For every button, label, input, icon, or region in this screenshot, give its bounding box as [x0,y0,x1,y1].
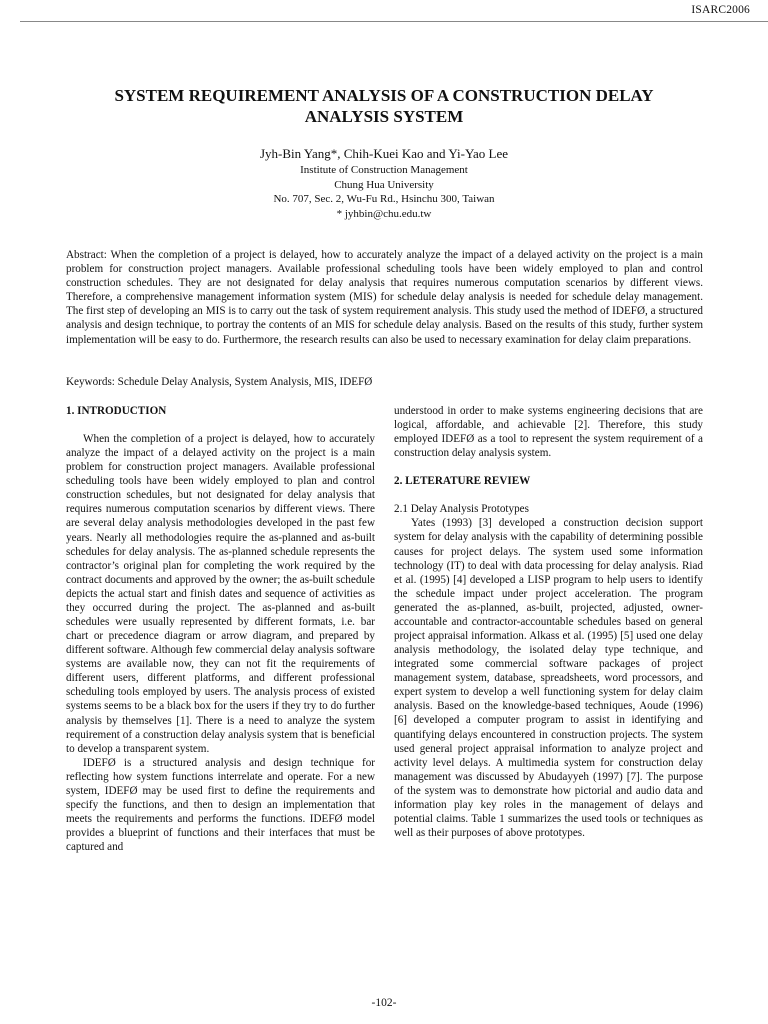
subsection-heading-delay-prototypes: 2.1 Delay Analysis Prototypes [394,503,529,516]
abstract: Abstract: When the completion of a project is delayed, how to accurately analyze the impact of a delayed activity on the project is a main problem for construction project managers. Available professional scheduling tools have been widely employed to plan and control construction schedules. They are not designated for delay analysis that requires numerous computation scenarios by different views. Therefore, a comprehensive management information system (MIS) for schedule delay analysis is needed for schedule delay management. The first step of developing an MIS is to carry out the task of system requirement analysis. This study used the method of IDEFØ, a structured analysis and design technique, to portray the contents of an MIS for schedule delay analysis. Based on the results of this study, further system implementation will be easy to do. Furthermore, the research results can also be used to necessary examination for delay claim preparations. [66,249,703,346]
affiliation-address: No. 707, Sec. 2, Wu-Fu Rd., Hsinchu 300, Taiwan [273,193,495,205]
conference-tag: ISARC2006 [691,4,750,16]
review-paragraph-1: Yates (1993) [3] developed a construction decision support system for delay analysis with the capability of determining possible causes for project delays. The system used some information technology (IT) to deal with data processing for delay analysis. Riad et al. (1995) [4] developed a LISP program to help users to identify the schedule impact under project acceleration. The program generated the as-planned, as-built, projected, adjusted, owner-accountable and contractor-accountable schedules based on general project appraisal information. Alkass et al. (1995) [5] used one delay analysis methodology, the isolated delay type technique, and integrated some commercial software packages of project management system, database, spreadsheets, word processors, and expert system to develop a well functioning system for delay claim analysis. Based on the knowledge-based techniques, Aoude (1996) [6] developed a computer program to assist in identifying and quantifying delays encountered in construction projects. The system used general project appraisal information to analyze project and activity level delays. A multimedia system for construction delay management was discussed by Abudayyeh (1997) [7]. The purpose of the system was to demonstrate how pictorial and audio data and information play key roles in the management of delays and potential claims. Table 1 summarizes the used tools or techniques as well as their purposes of above prototypes. [394,517,703,840]
spacer [66,418,375,432]
spacer [394,460,703,474]
keywords: Keywords: Schedule Delay Analysis, System Analysis, MIS, IDEFØ [66,376,373,388]
section-heading-introduction: 1. INTRODUCTION [66,405,167,417]
right-column [394,404,703,840]
section-heading-literature-review: 2. LETERATURE REVIEW [394,475,531,488]
page-number: -102- [371,997,397,1009]
affiliation-institute: Institute of Construction Management [300,164,468,176]
left-column [66,404,375,854]
spacer [394,488,703,502]
paper-title: SYSTEM REQUIREMENT ANALYSIS OF A CONSTRUCTION DELAY ANALYSIS SYSTEM [114,86,654,126]
affiliation-email: * jyhbin@chu.edu.tw [336,207,432,220]
author-names: Jyh-Bin Yang*, Chih-Kuei Kao and Yi-Yao Lee [259,146,509,161]
header-rule [20,21,768,22]
affiliation-university: Chung Hua University [334,178,434,191]
intro-paragraph-2-continued: understood in order to make systems engineering decisions that are logical, affordable, and achievable [2]. Therefore, this study employed IDEFØ as a tool to represent the system requirement of a construction delay analysis system. [394,405,703,460]
intro-paragraph-1: When the completion of a project is delayed, how to accurately analyze the impact of a delayed activity on the project is a main problem for construction project managers. Available professional scheduling tools have been widely employed to plan and control construction schedules, but not designated for delay analysis that requires numerous computation scenarios by different views. There are several delay analysis methodologies developed in the past few years. Nearly all methodologies require the as-planned and as-built schedules for delay analysis. The as-planned schedule represents the contractor’s original plan for completing the work required by the contract documents and approved by the owner; the as-built schedule depicts the actual start and finish dates and sequence of activities as they occurred during the project. The as-planned and as-built schedules were usually represented by different formats, i.e. bar chart or precedence diagram or arrow diagram, and prepared by different software. Although few commercial delay analysis software systems are available now, they can not fit the requirements of different users, different platforms, and different professional scheduling tools employed by users. The analysis process of existed systems seems to be a black box for the users if they try to do further analysis by themselves [1]. There is a need to analyze the system requirement of a construction delay analysis system that is beneficial to develop a transparent system. [66,433,375,755]
author-block [80,146,688,221]
intro-paragraph-2: IDEFØ is a structured analysis and design technique for reflecting how system functions interrelate and operate. For a new system, IDEFØ may be used first to define the requirements and specify the functions, and then to design an implementation that meets the requirements and performs the functions. IDEFØ model provides a blueprint of functions and their interfaces that must be captured and [66,756,375,854]
